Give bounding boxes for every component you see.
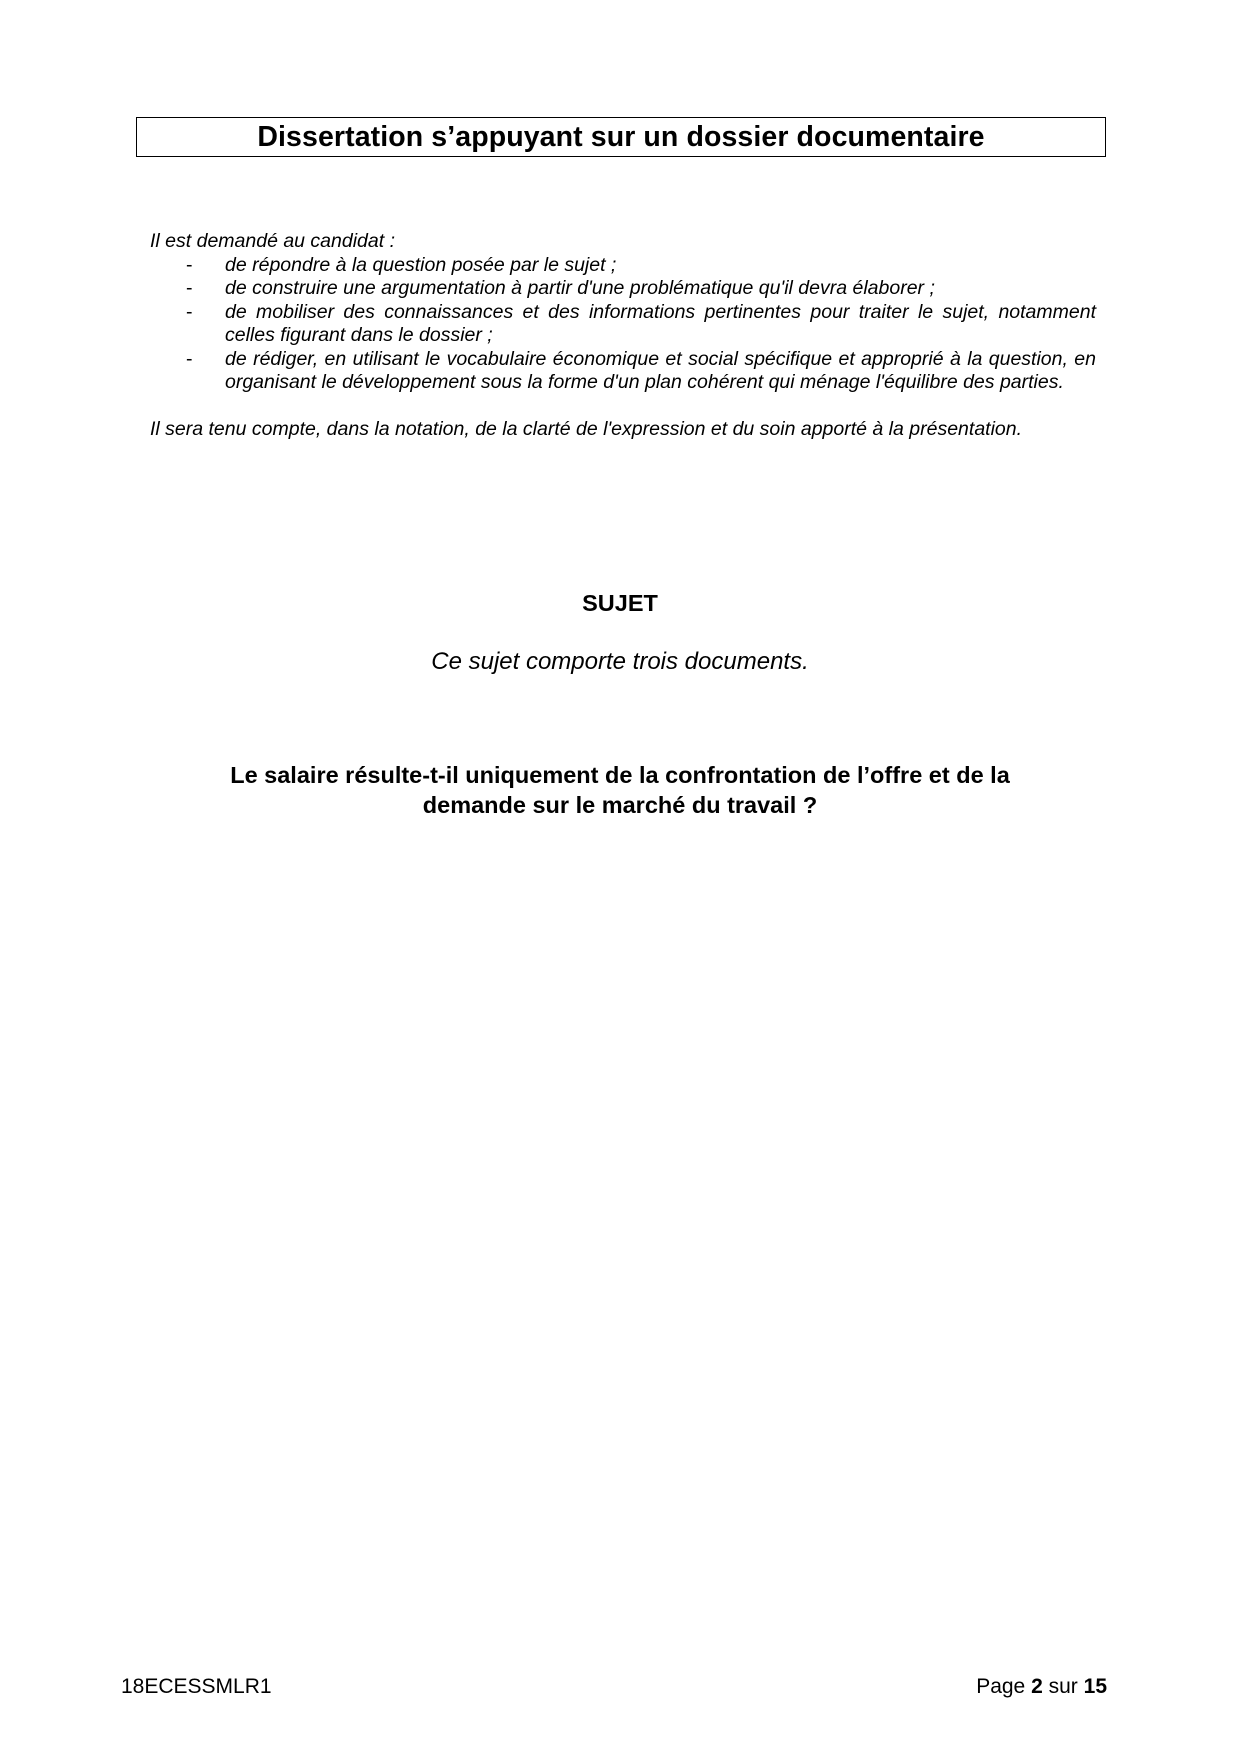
page-title: Dissertation s’appuyant sur un dossier documentaire — [257, 120, 985, 153]
page-total: 15 — [1083, 1675, 1107, 1698]
list-item — [150, 277, 1096, 301]
title-box — [136, 117, 1106, 157]
page-separator: sur — [1048, 1675, 1078, 1698]
list-item-text: de répondre à la question posée par le sujet ; — [225, 253, 617, 276]
question-block — [170, 760, 1070, 820]
list-item — [150, 301, 1096, 348]
question-line-1: Le salaire résulte-t-il uniquement de la confrontation de l’offre et de la — [230, 762, 1010, 788]
list-item — [150, 348, 1096, 395]
list-item-text: de mobiliser des connaissances et des informations pertinentes pour traiter le sujet, notamment celles figurant dans le dossier ; — [225, 300, 1096, 346]
bullet-marker: - — [186, 347, 193, 370]
question-line-2: demande sur le marché du travail ? — [422, 792, 818, 818]
instructions-intro: Il est demandé au candidat : — [150, 230, 395, 252]
bullet-marker: - — [186, 300, 193, 323]
instructions-list — [150, 254, 1096, 395]
page-current: 2 — [1031, 1675, 1043, 1698]
sujet-heading: SUJET — [582, 590, 658, 616]
bullet-marker: - — [186, 277, 193, 299]
page-label: Page — [976, 1675, 1026, 1698]
sujet-subtitle: Ce sujet comporte trois documents. — [431, 648, 809, 675]
page-number — [976, 1675, 1107, 1699]
list-item — [150, 254, 1096, 278]
list-item-text: de rédiger, en utilisant le vocabulaire économique et social spécifique et approprié à la question, en organisant le développement sous la forme d'un plan cohérent qui ménage l'équilibre des parties. — [225, 347, 1096, 393]
bullet-marker: - — [186, 253, 193, 276]
instructions-block — [150, 230, 1096, 441]
list-item-text: de construire une argumentation à partir d'une problématique qu'il devra élaborer ; — [225, 277, 935, 299]
presentation-note: Il sera tenu compte, dans la notation, de la clarté de l'expression et du soin apporté à la présentation. — [150, 417, 1023, 440]
footer-code: 18ECESSMLR1 — [121, 1675, 272, 1698]
